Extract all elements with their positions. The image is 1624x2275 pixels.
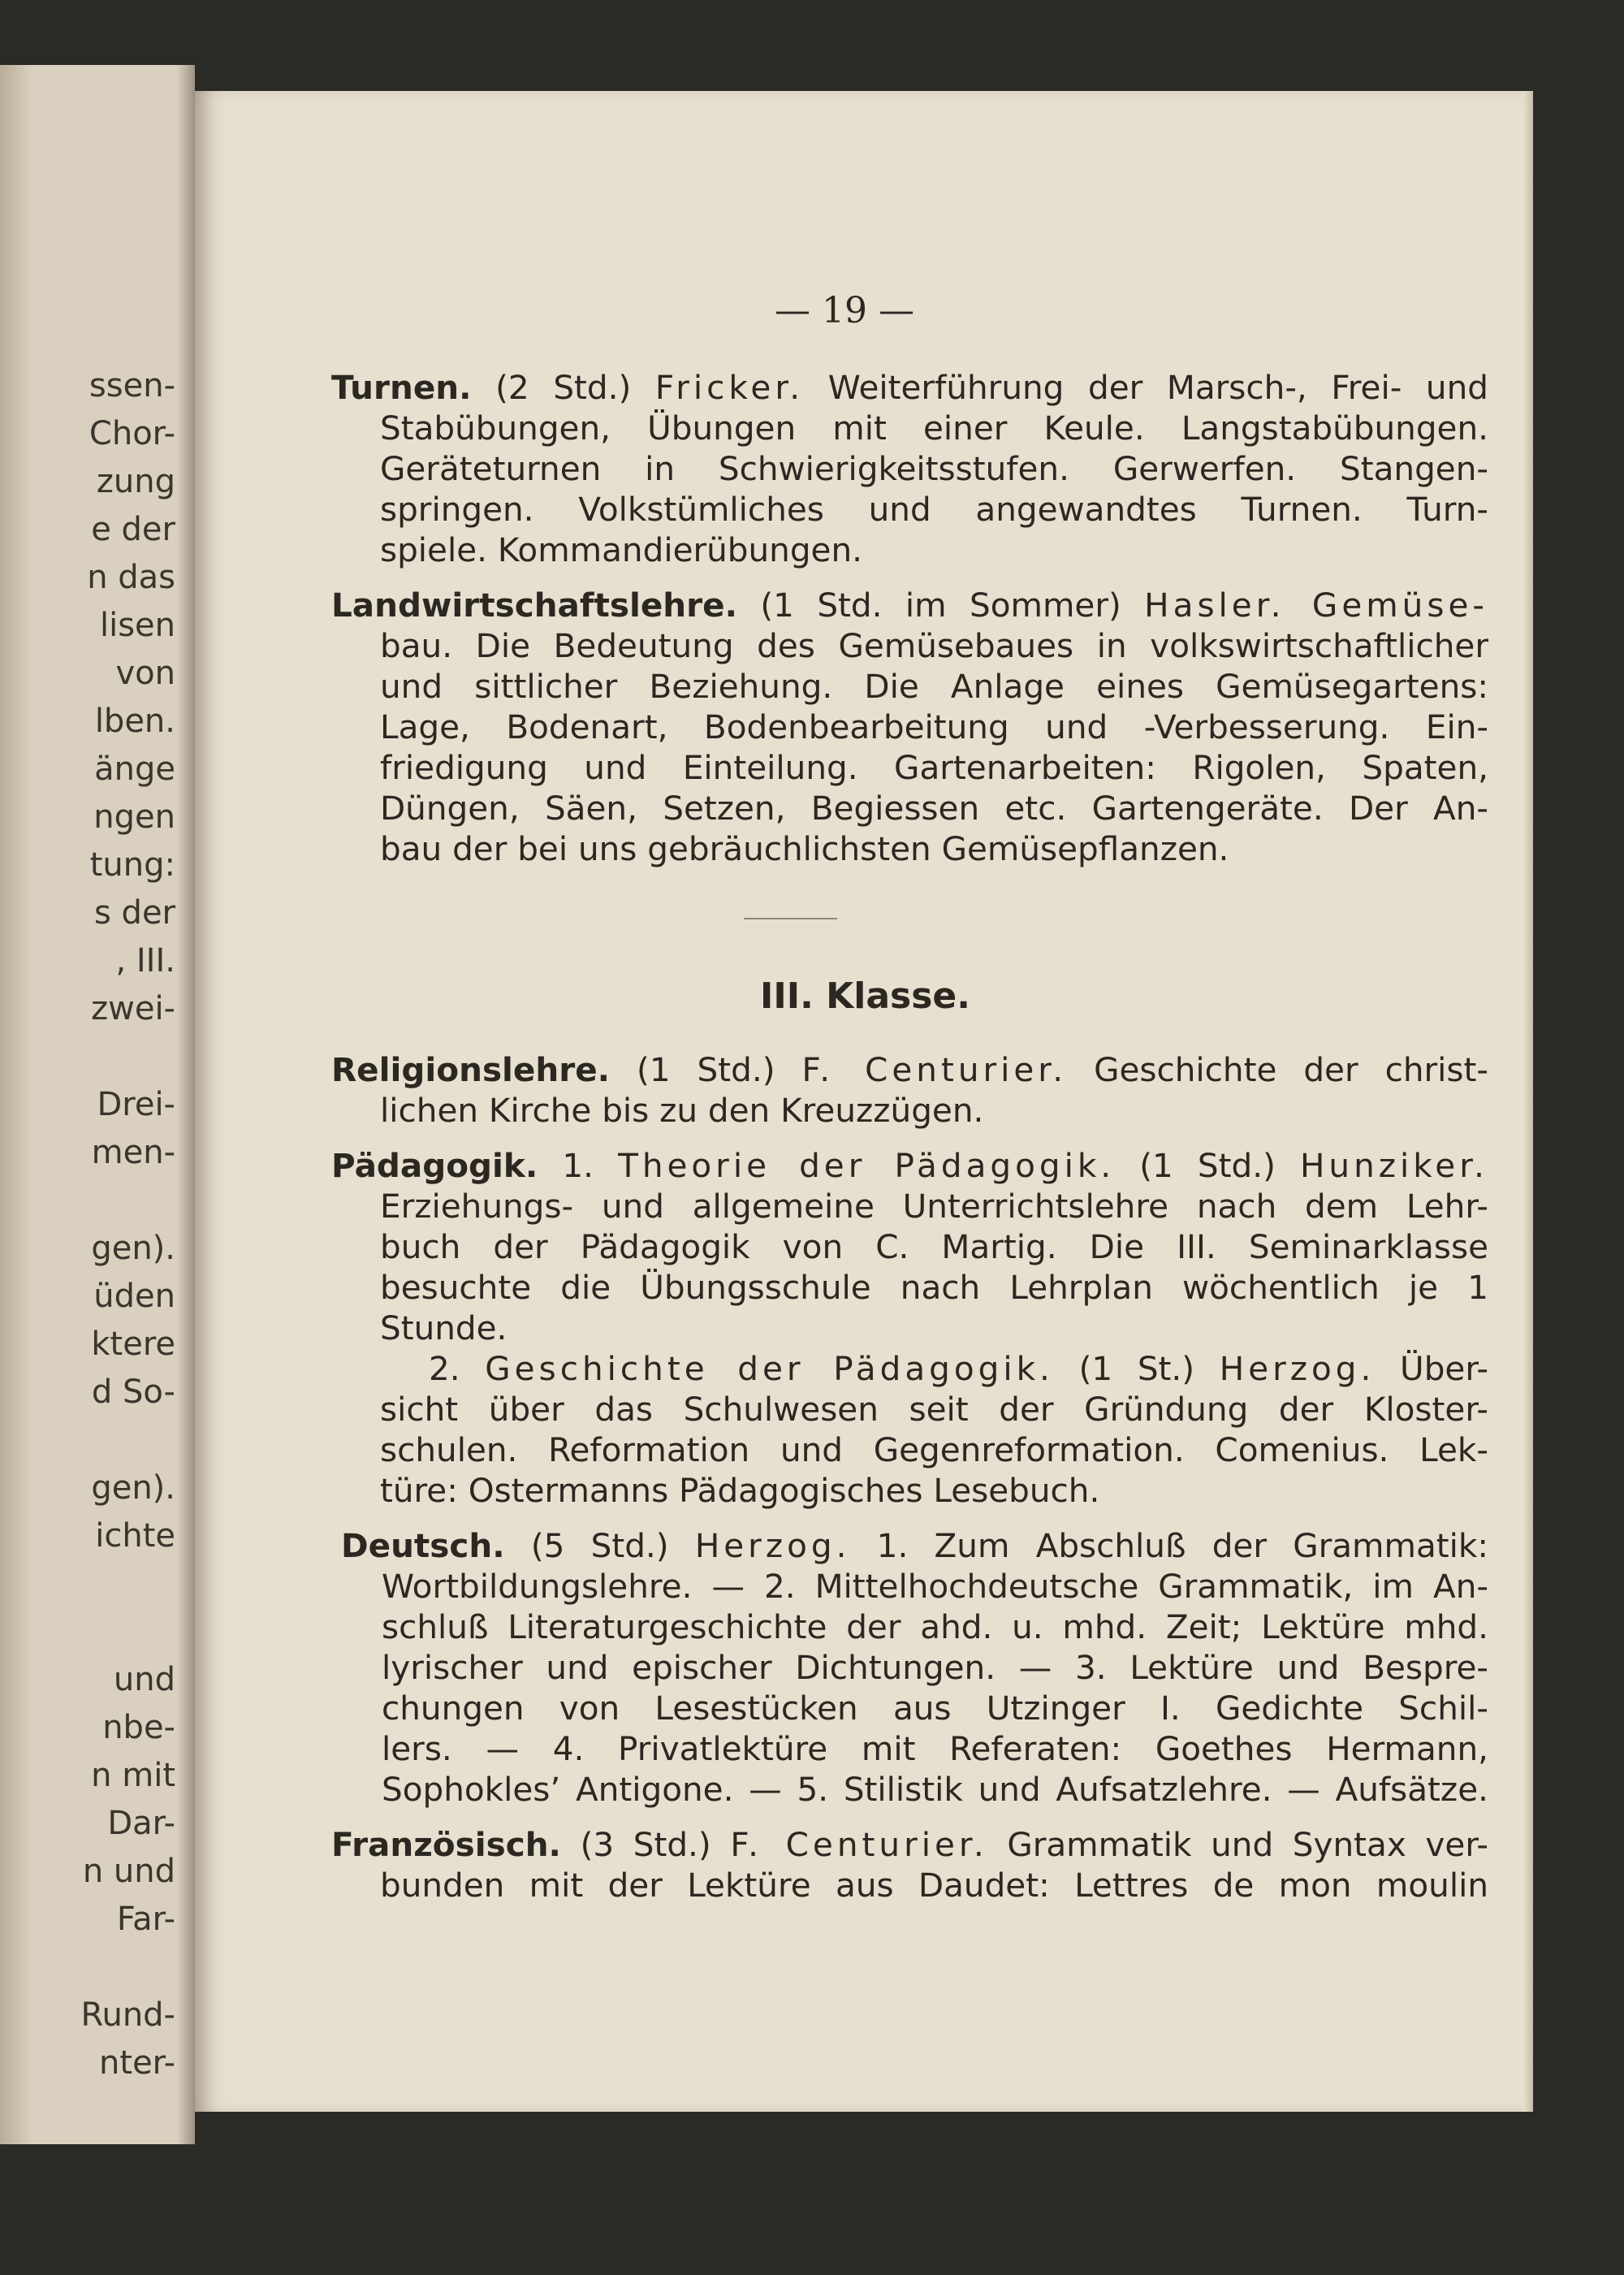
section-religionslehre — [331, 1049, 1488, 1131]
text-line: lichen Kirche bis zu den Kreuzzügen. — [380, 1091, 984, 1130]
text-line: lers. — 4. Privatlektüre mit Referaten: Goethes Hermann, — [382, 1729, 1488, 1768]
text-line: Stabübungen, Übungen mit einer Keule. Langstabübungen. — [380, 409, 1488, 448]
previous-page-line: gen). — [91, 1469, 175, 1507]
text-run: Weiterführung der Marsch-, Frei- und — [804, 368, 1488, 407]
text-line: buch der Pädagogik von C. Martig. Die III. Seminarklasse — [380, 1227, 1488, 1266]
previous-page-line: tung: — [89, 846, 175, 884]
section-heading: Deutsch. — [341, 1526, 505, 1565]
text-line: Düngen, Säen, Setzen, Begiessen etc. Gartengeräte. Der An- — [380, 789, 1488, 828]
text-line: Wortbildungslehre. — 2. Mittelhochdeutsche Grammatik, im An- — [382, 1567, 1488, 1606]
text-run: Über- — [1375, 1349, 1488, 1388]
text-line: besuchte die Übungsschule nach Lehrplan wöchentlich je 1 — [380, 1268, 1488, 1307]
previous-page-line: änge — [94, 750, 175, 788]
previous-page-line: Chor- — [89, 415, 175, 452]
previous-page-line: nter- — [99, 2044, 175, 2082]
class-heading: III. Klasse. — [760, 975, 970, 1017]
previous-page-line: ktere — [91, 1326, 175, 1363]
hours: (2 Std.) — [471, 368, 655, 407]
section-heading: Landwirtschaftslehre. — [331, 586, 737, 625]
previous-page-line: , III. — [115, 942, 175, 980]
previous-page-line: e der — [91, 511, 175, 548]
page-body — [331, 367, 1488, 1920]
previous-page-line: n das — [87, 559, 175, 596]
hours: (3 Std.) — [560, 1825, 731, 1864]
book-page — [195, 91, 1533, 2112]
section-deutsch — [331, 1525, 1488, 1810]
previous-page-line: men- — [91, 1134, 175, 1171]
binding-shadow — [177, 65, 195, 2144]
previous-page-line: ngen — [93, 798, 175, 836]
subsection-title: Geschichte der Pädagogik. — [485, 1349, 1054, 1388]
text-line: spiele. Kommandierübungen. — [380, 530, 863, 569]
teacher-name: Hasler. — [1144, 586, 1285, 625]
previous-page-line: Dar- — [107, 1805, 175, 1842]
teacher-name: Fricker. — [654, 368, 805, 407]
text-line: chungen von Lesestücken aus Utzinger I. Gedichte Schil- — [382, 1689, 1488, 1728]
subsection-title: Theorie der Pädagogik. — [618, 1146, 1116, 1185]
previous-page-line: von — [115, 655, 175, 692]
section-divider — [744, 918, 837, 919]
previous-page-line: lben. — [94, 703, 175, 740]
text-run: 1. — [538, 1146, 619, 1185]
hours: (1 Std.) — [1115, 1146, 1300, 1185]
text-line: und sittlicher Beziehung. Die Anlage eines Gemüsegartens: — [380, 667, 1488, 706]
text-line: türe: Ostermanns Pädagogisches Lesebuch. — [380, 1471, 1100, 1510]
previous-page-line: ssen- — [89, 367, 175, 404]
text-run: 2. — [429, 1349, 486, 1388]
previous-page-fragment — [0, 65, 195, 2144]
page-edge — [1523, 91, 1533, 2112]
previous-page-line: Far- — [116, 1901, 175, 1938]
text-line: schluß Literaturgeschichte der ahd. u. mhd. Zeit; Lektüre mhd. — [382, 1607, 1488, 1646]
section-paedagogik — [331, 1145, 1488, 1511]
previous-page-line: üden — [93, 1278, 175, 1315]
section-turnen — [331, 367, 1488, 570]
text-line: bunden mit der Lektüre aus Daudet: Lettres de mon moulin — [380, 1866, 1488, 1905]
teacher-name: F. Centurier. — [801, 1050, 1068, 1089]
section-heading: Pädagogik. — [331, 1146, 538, 1185]
text-line: friedigung und Einteilung. Gartenarbeiten: Rigolen, Spaten, — [380, 748, 1488, 787]
page-number: — 19 — — [775, 290, 914, 331]
teacher-name: Herzog. — [1219, 1349, 1376, 1388]
text-line: bau. Die Bedeutung des Gemüsebaues in volkswirtschaftlicher — [380, 626, 1488, 665]
text-line: springen. Volkstümliches und angewandtes Turnen. Turn- — [380, 490, 1488, 529]
previous-page-line: zung — [96, 463, 175, 500]
left-page-gutter — [0, 65, 32, 2144]
previous-page-line: gen). — [91, 1230, 175, 1267]
previous-page-line: n und — [82, 1853, 175, 1890]
teacher-name: F. Centurier. — [730, 1825, 988, 1864]
previous-page-line: lisen — [99, 607, 175, 644]
text-line: bau der bei uns gebräuchlichsten Gemüsepflanzen. — [380, 829, 1229, 868]
section-franzoesisch — [331, 1824, 1488, 1905]
hours: (1 Std.) — [610, 1050, 802, 1089]
text-run: Gemüse- — [1285, 586, 1488, 625]
hours: (5 Std.) — [504, 1526, 695, 1565]
section-heading: Turnen. — [331, 368, 472, 407]
text-line: lyrischer und epischer Dichtungen. — 3. Lektüre und Bespre- — [382, 1648, 1488, 1687]
text-run: Grammatik und Syntax ver- — [987, 1825, 1488, 1864]
text-run: 1. Zum Abschluß der Grammatik: — [850, 1526, 1488, 1565]
text-line: Erziehungs- und allgemeine Unterrichtslehre nach dem Lehr- — [380, 1187, 1488, 1226]
previous-page-line: ichte — [95, 1517, 175, 1555]
text-line: Stunde. — [380, 1308, 508, 1347]
hours: (1 St.) — [1053, 1349, 1220, 1388]
text-line: sicht über das Schulwesen seit der Gründung der Kloster- — [380, 1390, 1488, 1429]
teacher-name: Herzog. — [694, 1526, 851, 1565]
text-line: Sophokles’ Antigone. — 5. Stilistik und Aufsatzlehre. — Aufsätze. — [382, 1770, 1488, 1809]
previous-page-line: Rund- — [80, 1996, 175, 2034]
previous-page-line: d So- — [91, 1373, 175, 1411]
previous-page-line: s der — [94, 894, 175, 932]
previous-page-line: zwei- — [91, 990, 175, 1027]
previous-page-line: Drei- — [97, 1086, 175, 1123]
teacher-name: Hunziker. — [1299, 1146, 1489, 1185]
section-heading: Religionslehre. — [331, 1050, 611, 1089]
section-heading: Französisch. — [331, 1825, 561, 1864]
previous-page-line: n mit — [91, 1757, 175, 1794]
text-line: Geräteturnen in Schwierigkeitsstufen. Gerwerfen. Stangen- — [380, 449, 1488, 488]
text-line: schulen. Reformation und Gegenreformation. Comenius. Lek- — [380, 1430, 1488, 1469]
previous-page-line: nbe- — [102, 1709, 175, 1746]
text-line: Lage, Bodenart, Bodenbearbeitung und -Verbesserung. Ein- — [380, 707, 1488, 746]
section-landwirtschaftslehre — [331, 585, 1488, 869]
hours: (1 Std. im Sommer) — [736, 586, 1145, 625]
previous-page-line: und — [113, 1661, 175, 1698]
text-run: Geschichte der christ- — [1067, 1050, 1488, 1089]
